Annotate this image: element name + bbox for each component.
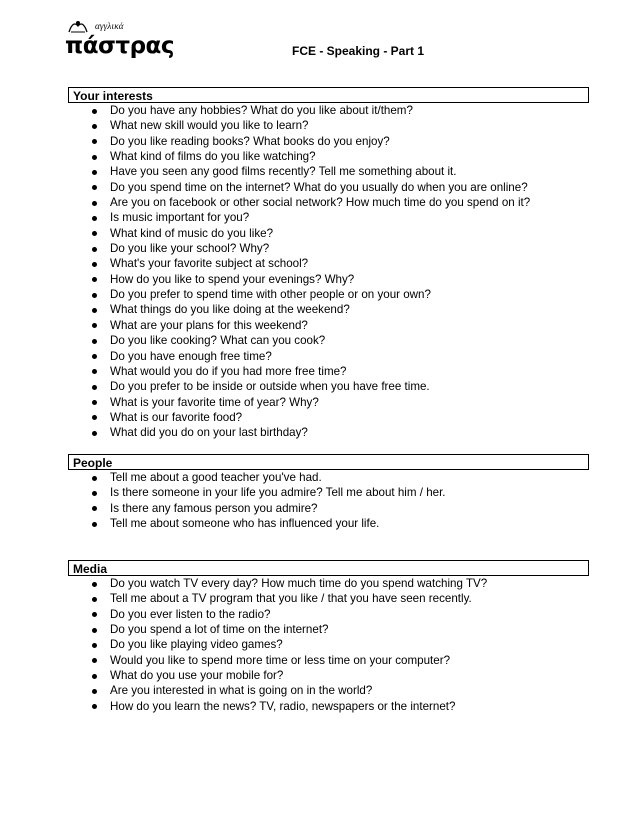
question-list	[68, 470, 589, 531]
list-item	[68, 425, 589, 440]
section-header: Media	[68, 560, 589, 576]
bullet-icon	[92, 476, 97, 481]
list-item	[68, 470, 589, 485]
bullet-icon	[92, 216, 97, 221]
bullet-icon	[92, 308, 97, 313]
bullet-icon	[92, 491, 97, 496]
bullet-icon	[92, 369, 97, 374]
list-item	[68, 364, 589, 379]
section-media	[68, 560, 589, 714]
list-item	[68, 379, 589, 394]
list-item	[68, 272, 589, 287]
question-text: Do you prefer to be inside or outside when you have free time.	[110, 380, 430, 394]
question-list	[68, 576, 589, 714]
question-text: What do you use your mobile for?	[110, 669, 284, 683]
question-text: Do you ever listen to the radio?	[110, 607, 271, 621]
list-item	[68, 516, 589, 531]
bullet-icon	[92, 431, 97, 436]
bullet-icon	[92, 704, 97, 709]
question-text: Would you like to spend more time or less time on your computer?	[110, 653, 451, 667]
list-item	[68, 180, 589, 195]
question-text: Do you have enough free time?	[110, 349, 272, 363]
bullet-icon	[92, 522, 97, 527]
bullet-icon	[92, 415, 97, 420]
bullet-icon	[92, 582, 97, 587]
question-text: What is our favorite food?	[110, 410, 243, 424]
bullet-icon	[92, 643, 97, 648]
question-text: How do you learn the news? TV, radio, newspapers or the internet?	[110, 699, 456, 713]
bullet-icon	[92, 354, 97, 359]
bullet-icon	[92, 201, 97, 206]
question-text: Is there any famous person you admire?	[110, 501, 318, 515]
logo-emblem-icon	[67, 18, 89, 34]
list-item	[68, 195, 589, 210]
list-item	[68, 683, 589, 698]
bullet-icon	[92, 231, 97, 236]
list-item	[68, 699, 589, 714]
bullet-icon	[92, 293, 97, 298]
question-text: Do you like your school? Why?	[110, 242, 270, 256]
bullet-icon	[92, 400, 97, 405]
list-item	[68, 118, 589, 133]
list-item	[68, 668, 589, 683]
question-text: Tell me about a TV program that you like / that you have seen recently.	[110, 592, 472, 606]
bullet-icon	[92, 323, 97, 328]
section-header: Your interests	[68, 87, 589, 103]
logo-wordmark: πάστρας	[65, 33, 174, 59]
list-item	[68, 591, 589, 606]
bullet-icon	[92, 385, 97, 390]
question-text: What would you do if you had more free time?	[110, 364, 347, 378]
list-item	[68, 210, 589, 225]
list-item	[68, 576, 589, 591]
list-item	[68, 256, 589, 271]
bullet-icon	[92, 155, 97, 160]
bullet-icon	[92, 185, 97, 190]
question-text: What is your favorite time of year? Why?	[110, 395, 319, 409]
question-text: What kind of music do you like?	[110, 226, 274, 240]
question-text: Do you like reading books? What books do you enjoy?	[110, 134, 390, 148]
brand-logo	[65, 18, 174, 66]
section-your-interests	[68, 87, 589, 441]
list-item	[68, 607, 589, 622]
bullet-icon	[92, 109, 97, 114]
question-text: What new skill would you like to learn?	[110, 119, 309, 133]
list-item	[68, 485, 589, 500]
bullet-icon	[92, 139, 97, 144]
bullet-icon	[92, 506, 97, 511]
question-text: What are your plans for this weekend?	[110, 318, 308, 332]
list-item	[68, 410, 589, 425]
list-item	[68, 103, 589, 118]
question-text: Tell me about a good teacher you've had.	[110, 471, 322, 484]
question-text: Do you spend time on the internet? What do you usually do when you are online?	[110, 180, 528, 194]
section-header: People	[68, 454, 589, 470]
question-text: Do you spend a lot of time on the internet?	[110, 623, 329, 637]
list-item	[68, 653, 589, 668]
bullet-icon	[92, 124, 97, 129]
bullet-icon	[92, 597, 97, 602]
bullet-icon	[92, 277, 97, 282]
bullet-icon	[92, 339, 97, 344]
question-text: What kind of films do you like watching?	[110, 150, 316, 164]
question-text: What did you do on your last birthday?	[110, 426, 308, 440]
list-item	[68, 622, 589, 637]
list-item	[68, 149, 589, 164]
list-item	[68, 333, 589, 348]
bullet-icon	[92, 247, 97, 252]
question-text: Do you watch TV every day? How much time do you spend watching TV?	[110, 577, 488, 590]
list-item	[68, 302, 589, 317]
question-text: Is there someone in your life you admire? Tell me about him / her.	[110, 486, 446, 500]
section-people	[68, 454, 589, 531]
bullet-icon	[92, 658, 97, 663]
list-item	[68, 501, 589, 516]
question-text: How do you like to spend your evenings? Why?	[110, 272, 355, 286]
list-item	[68, 241, 589, 256]
list-item	[68, 349, 589, 364]
question-text: Do you like cooking? What can you cook?	[110, 334, 326, 348]
question-text: What's your favorite subject at school?	[110, 257, 309, 271]
logo-subtitle: αγγλικά	[95, 21, 124, 31]
bullet-icon	[92, 612, 97, 617]
bullet-icon	[92, 689, 97, 694]
list-item	[68, 637, 589, 652]
question-text: Do you prefer to spend time with other people or on your own?	[110, 288, 431, 302]
bullet-icon	[92, 262, 97, 267]
question-text: Have you seen any good films recently? Tell me something about it.	[110, 165, 457, 179]
list-item	[68, 134, 589, 149]
question-text: Is music important for you?	[110, 211, 250, 225]
list-item	[68, 318, 589, 333]
question-text: Are you interested in what is going on in the world?	[110, 684, 373, 698]
question-text: What things do you like doing at the weekend?	[110, 303, 350, 317]
question-list	[68, 103, 589, 441]
list-item	[68, 287, 589, 302]
bullet-icon	[92, 674, 97, 679]
list-item	[68, 226, 589, 241]
bullet-icon	[92, 170, 97, 175]
page-title: FCE - Speaking - Part 1	[291, 44, 425, 58]
list-item	[68, 395, 589, 410]
question-text: Are you on facebook or other social network? How much time do you spend on it?	[110, 196, 531, 210]
bullet-icon	[92, 628, 97, 633]
question-text: Tell me about someone who has influenced your life.	[110, 517, 380, 531]
list-item	[68, 164, 589, 179]
question-text: Do you like playing video games?	[110, 638, 283, 652]
question-text: Do you have any hobbies? What do you like about it/them?	[110, 104, 413, 117]
